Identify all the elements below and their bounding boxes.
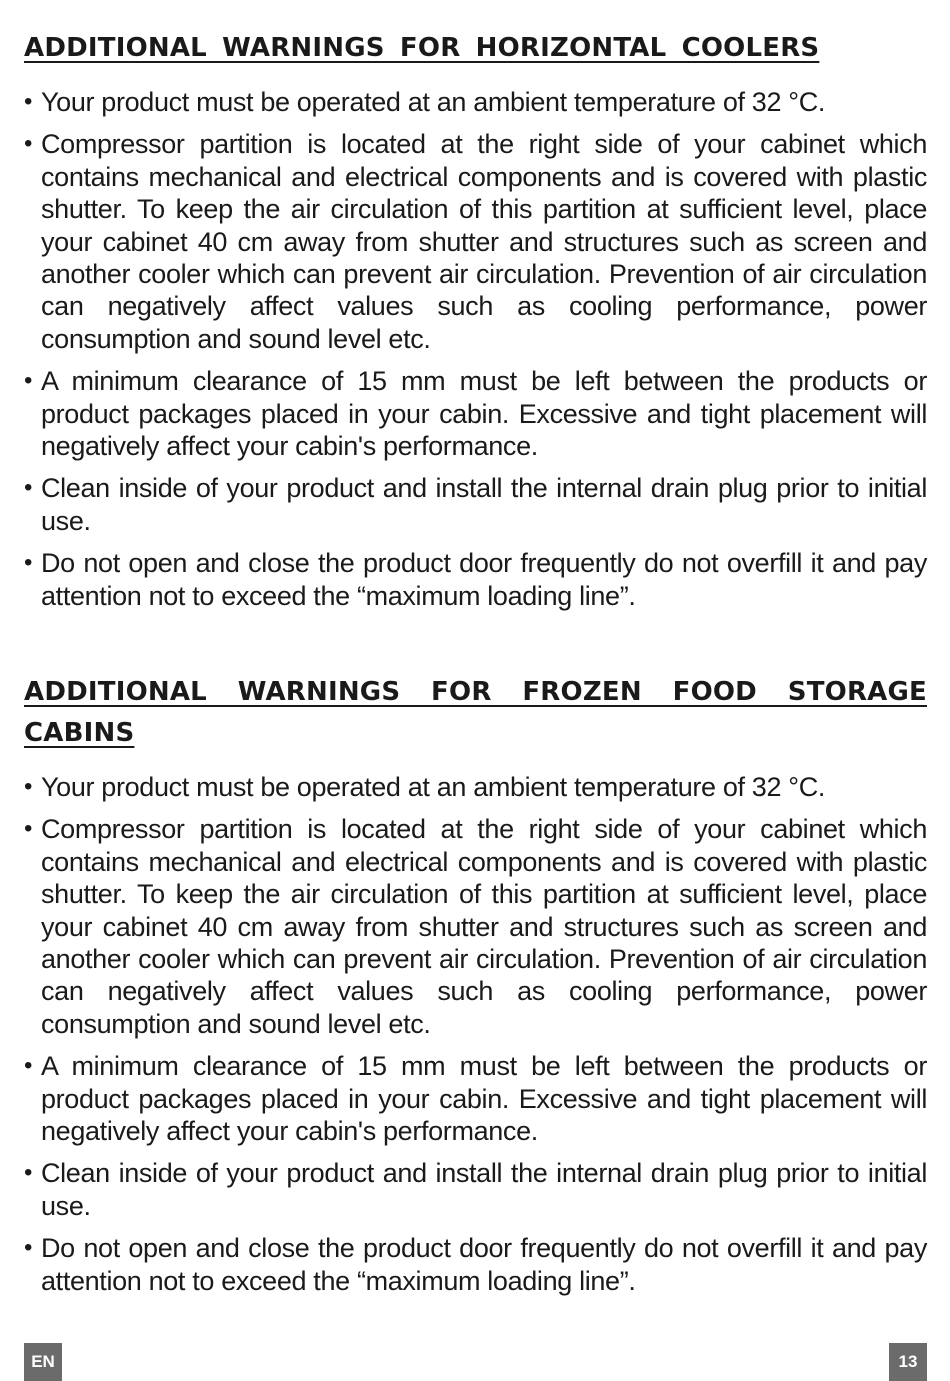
language-badge: EN — [24, 1343, 62, 1381]
section-heading-frozen-food-cabins: ADDITIONAL WARNINGS FOR FROZEN FOOD STORAGE CABINS — [24, 677, 927, 748]
list-item-text: Your product must be operated at an ambient temperature of 32 °C. — [41, 87, 826, 117]
list-item — [24, 1157, 927, 1222]
list-item — [24, 365, 927, 462]
section-heading-horizontal-coolers: ADDITIONAL WARNINGS FOR HORIZONTAL COOLERS — [24, 33, 820, 63]
page-number-badge: 13 — [889, 1343, 927, 1381]
list-item-text: Do not open and close the product door frequently do not overfill it and pay attention not to exceed the “maximum loading line”. — [41, 548, 927, 611]
bullet-icon: • — [24, 773, 33, 800]
list-item — [24, 547, 927, 612]
list-item-text: Clean inside of your product and install the internal drain plug prior to initial use. — [41, 1158, 927, 1221]
warning-list-frozen-food-cabins — [24, 771, 927, 1307]
list-item-text: Your product must be operated at an ambient temperature of 32 °C. — [41, 772, 826, 802]
list-item — [24, 472, 927, 537]
bullet-icon: • — [24, 1159, 33, 1187]
list-item — [24, 86, 927, 118]
list-item — [24, 1050, 927, 1147]
bullet-icon: • — [24, 1234, 33, 1262]
bullet-icon: • — [24, 474, 33, 502]
list-item-text: A minimum clearance of 15 mm must be left between the products or product packages placed in your cabin. Excessive and tight placement will negatively affect your cabin's performance. — [41, 1051, 927, 1147]
list-item — [24, 128, 927, 355]
list-item — [24, 771, 927, 803]
bullet-icon: • — [24, 815, 33, 843]
list-item — [24, 1232, 927, 1297]
list-item-text: A minimum clearance of 15 mm must be left between the products or product packages placed in your cabin. Excessive and tight placement will negatively affect your cabin's performance. — [41, 366, 927, 462]
list-item-text: Compressor partition is located at the right side of your cabinet which contains mechanical and electrical components and is covered with plastic shutter. To keep the air circulation of this partition at sufficient level, place your cabinet 40 cm away from shutter and structures such as screen and another cooler which can prevent air circulation. Prevention of air circulation can negatively affect values such as cooling performance, power consumption and sound level etc. — [41, 814, 927, 1039]
bullet-icon: • — [24, 88, 33, 115]
bullet-icon: • — [24, 367, 33, 395]
bullet-icon: • — [24, 130, 33, 158]
list-item-text: Compressor partition is located at the right side of your cabinet which contains mechanical and electrical components and is covered with plastic shutter. To keep the air circulation of this partition at sufficient level, place your cabinet 40 cm away from shutter and structures such as screen and another cooler which can prevent air circulation. Prevention of air circulation can negatively affect values such as cooling performance, power consumption and sound level etc. — [41, 129, 927, 354]
list-item-text: Clean inside of your product and install the internal drain plug prior to initial use. — [41, 473, 927, 536]
warning-list-horizontal-coolers — [24, 86, 927, 622]
bullet-icon: • — [24, 549, 33, 577]
bullet-icon: • — [24, 1052, 33, 1080]
list-item-text: Do not open and close the product door frequently do not overfill it and pay attention not to exceed the “maximum loading line”. — [41, 1233, 927, 1296]
list-item — [24, 813, 927, 1040]
